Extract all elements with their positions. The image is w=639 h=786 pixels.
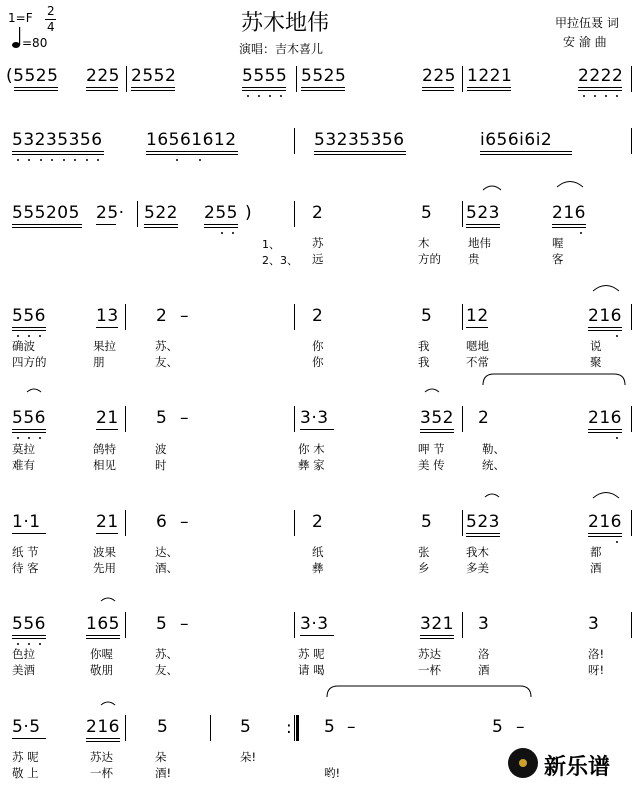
lyric: 酒!: [155, 766, 172, 780]
note-group: –: [180, 512, 189, 532]
note-group: 225: [86, 66, 120, 86]
lyric: 彝 家: [298, 458, 325, 472]
lyric: 色拉: [12, 647, 35, 661]
note-group: 2552: [131, 66, 177, 86]
note-group: 21: [96, 512, 119, 532]
note-group: (5525: [6, 66, 59, 86]
lyric: 待 客: [12, 561, 39, 575]
note-group: 16561612: [146, 130, 237, 150]
note-group: 216: [588, 408, 622, 428]
note-group: 5·5: [12, 717, 41, 737]
note-group: 555205: [12, 203, 80, 223]
note-group: 3·3: [300, 614, 329, 634]
note-group: i656i6i2: [480, 130, 553, 150]
note-group: 523: [466, 203, 500, 223]
note-group: 216: [552, 203, 586, 223]
lyric: 方的: [418, 252, 441, 266]
lyric: 我: [418, 355, 430, 369]
lyric: 木: [418, 236, 430, 250]
note-group: 5: [421, 203, 433, 223]
lyric: 苏: [312, 236, 324, 250]
lyric: 远: [312, 252, 324, 266]
time-signature-bottom: 4: [47, 20, 55, 34]
lyric: 一杯: [90, 766, 113, 780]
note-group: 5: [421, 306, 433, 326]
lyric: 苏达: [90, 750, 113, 764]
lyric: 朋: [93, 355, 105, 369]
note-group: 2: [312, 306, 324, 326]
lyric: 彝: [312, 561, 324, 575]
note-group: 3·3: [300, 408, 329, 428]
lyric: 苏 呢: [12, 750, 39, 764]
note-group: –: [347, 717, 356, 737]
singer-credit: 演唱：吉木喜儿: [239, 42, 324, 56]
lyric: 你 木: [298, 442, 325, 456]
lyric: 你: [312, 355, 324, 369]
repeat-dots: :: [286, 718, 292, 738]
lyric: 苏、: [155, 647, 178, 661]
note-group: 556: [12, 306, 46, 326]
note-group: 523: [466, 512, 500, 532]
note-group: 53235356: [12, 130, 103, 150]
verse-marker: 1、: [262, 238, 280, 251]
lyric: 难有: [12, 458, 35, 472]
lyric: 请 喝: [298, 663, 325, 677]
lyric: 敬 上: [12, 766, 39, 780]
lyricist-credit: 甲拉伍聂 词: [555, 16, 619, 30]
lyric: 勒、: [482, 442, 505, 456]
lyric: 都: [590, 545, 602, 559]
lyric: 相见: [93, 458, 116, 472]
lyric: 酒: [478, 663, 490, 677]
note-group: 5: [240, 717, 252, 737]
lyric: 达、: [155, 545, 178, 559]
note-group: 5555: [242, 66, 288, 86]
note-group: 5: [156, 408, 168, 428]
note-group: 225: [422, 66, 456, 86]
note-group: 2: [156, 306, 168, 326]
lyric: 你: [312, 339, 324, 353]
lyric: 哟!: [324, 766, 341, 780]
lyric: 统、: [482, 458, 505, 472]
site-logo: [508, 748, 634, 780]
lyric: 地伟: [468, 236, 491, 250]
lyric: 莫拉: [12, 442, 35, 456]
note-group: 3: [588, 614, 600, 634]
note-group: 2: [312, 203, 324, 223]
note-group: 5: [421, 512, 433, 532]
composer-credit: 安 渝 曲: [563, 35, 607, 49]
note-group: 165: [86, 614, 120, 634]
lyric: 波: [155, 442, 167, 456]
lyric: 乡: [418, 561, 430, 575]
lyric: 我木: [466, 545, 489, 559]
lyric: 朵: [155, 750, 167, 764]
lyric: 苏、: [155, 339, 178, 353]
key-signature: 1=F: [8, 11, 33, 25]
note-group: 216: [86, 717, 120, 737]
note-group: 5525: [301, 66, 347, 86]
song-title: 苏木地伟: [241, 11, 330, 36]
lyric: 纸: [312, 545, 324, 559]
tempo-mark: =80: [22, 36, 48, 50]
note-group: 522: [144, 203, 178, 223]
lyric: 多美: [466, 561, 489, 575]
lyric: 四方的: [12, 355, 47, 369]
lyric: 苏达: [418, 647, 441, 661]
note-group: 13: [96, 306, 119, 326]
note-group: 556: [12, 408, 46, 428]
note-group: –: [180, 306, 189, 326]
lyric: 不常: [466, 355, 489, 369]
lyric: 果拉: [93, 339, 116, 353]
lyric: 喔: [552, 236, 564, 250]
lyric: 一杯: [418, 663, 441, 677]
lyric: 酒: [590, 561, 602, 575]
lyric: 洛: [478, 647, 490, 661]
note-group: ): [245, 203, 253, 223]
lyric: 鸽特: [93, 442, 116, 456]
lyric: 呷 节: [418, 442, 445, 456]
note-group: 6: [156, 512, 168, 532]
lyric: 朵!: [240, 750, 257, 764]
lyric: 张: [418, 545, 430, 559]
note-group: 216: [588, 306, 622, 326]
note-group: 5: [156, 614, 168, 634]
lyric: 纸 节: [12, 545, 39, 559]
lyric: 时: [155, 458, 167, 472]
note-group: 2222: [578, 66, 624, 86]
note-group: 1221: [467, 66, 513, 86]
note-group: 21: [96, 408, 119, 428]
lyric: 先用: [93, 561, 116, 575]
note-group: 352: [420, 408, 454, 428]
note-group: 53235356: [314, 130, 405, 150]
note-group: 1·1: [12, 512, 41, 532]
verse-marker: 2、3、: [262, 254, 298, 267]
lyric: 确波: [12, 339, 35, 353]
note-group: 5: [492, 717, 504, 737]
note-group: 25·: [96, 203, 125, 223]
note-group: 12: [466, 306, 489, 326]
note-group: –: [180, 614, 189, 634]
lyric: 波果: [93, 545, 116, 559]
note-group: –: [516, 717, 525, 737]
lyric: 说: [590, 339, 602, 353]
lyric: 贵: [468, 252, 480, 266]
time-signature-top: 2: [47, 4, 55, 18]
lyric: 苏 呢: [298, 647, 325, 661]
lyric: 友、: [155, 355, 178, 369]
quarter-note-icon: [12, 25, 22, 49]
note-group: –: [180, 408, 189, 428]
lyric: 嗯地: [466, 339, 489, 353]
note-group: 2: [312, 512, 324, 532]
note-group: 255: [204, 203, 238, 223]
lyric: 友、: [155, 663, 178, 677]
lyric: 客: [552, 252, 564, 266]
lyric: 你喔: [90, 647, 113, 661]
note-group: 5: [157, 717, 169, 737]
lyric: 敬朋: [90, 663, 113, 677]
lyric: 美酒: [12, 663, 35, 677]
lyric: 呀!: [588, 663, 605, 677]
logo-text: 新乐谱: [544, 755, 611, 780]
note-group: 2: [478, 408, 490, 428]
note-group: 321: [420, 614, 454, 634]
note-group: 3: [478, 614, 490, 634]
record-icon: [508, 748, 538, 778]
lyric: 我: [418, 339, 430, 353]
lyric: 酒、: [155, 561, 178, 575]
lyric: 洛!: [588, 647, 605, 661]
note-group: 216: [588, 512, 622, 532]
note-group: 5: [324, 717, 336, 737]
lyric: 聚: [590, 355, 602, 369]
lyric: 美 传: [418, 458, 445, 472]
note-group: 556: [12, 614, 46, 634]
